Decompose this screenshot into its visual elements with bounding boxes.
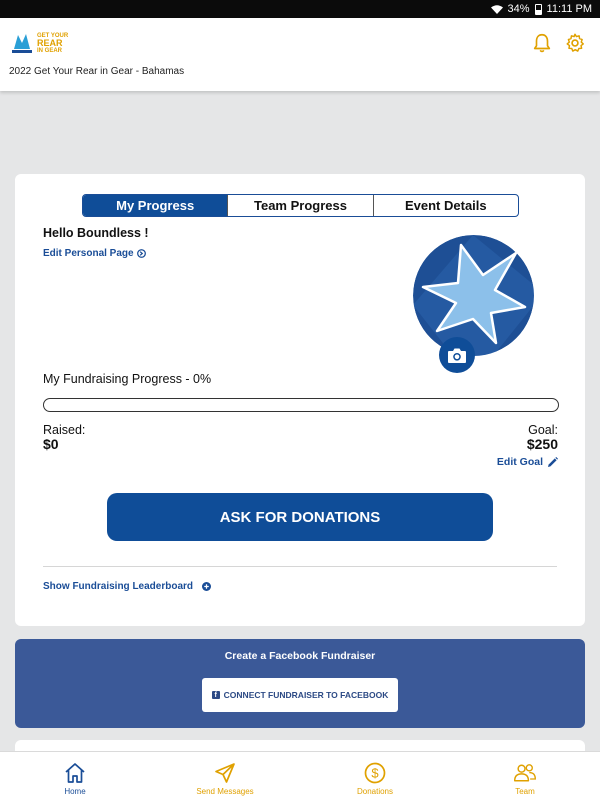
facebook-fundraiser-card <box>15 639 585 728</box>
tab-my-progress[interactable]: My Progress <box>83 195 227 216</box>
facebook-icon: f <box>212 691 220 699</box>
status-bar <box>0 0 600 18</box>
logo-mark-icon <box>10 31 34 55</box>
fundraising-progress-label: My Fundraising Progress - 0% <box>43 372 212 386</box>
bell-icon[interactable] <box>531 32 553 54</box>
tab-event-details[interactable]: Event Details <box>373 195 518 216</box>
profile-avatar <box>413 235 534 356</box>
goal-value: $250 <box>526 436 558 452</box>
battery-icon <box>535 4 542 15</box>
nav-team-label: Team <box>515 787 535 796</box>
send-icon <box>213 761 237 785</box>
nav-home[interactable] <box>0 752 150 800</box>
raised-label: Raised: <box>43 423 86 437</box>
wifi-icon <box>491 5 503 14</box>
nav-send-messages-label: Send Messages <box>196 787 254 796</box>
app-logo <box>10 30 74 56</box>
logo-wordmark: GET YOUR REAR IN GEAR <box>37 32 69 54</box>
progress-card <box>15 174 585 626</box>
nav-send-messages[interactable] <box>150 752 300 800</box>
raised-value: $0 <box>43 436 59 452</box>
show-leaderboard-link[interactable] <box>43 581 211 592</box>
clock: 11:11 PM <box>546 3 592 15</box>
nav-donations-label: Donations <box>356 787 394 796</box>
greeting: Hello Boundless ! <box>43 226 149 240</box>
change-photo-button[interactable] <box>439 337 475 373</box>
edit-goal-link[interactable] <box>497 456 558 468</box>
nav-donations[interactable] <box>300 752 450 800</box>
goal-label: Goal: <box>528 423 558 437</box>
home-icon <box>63 761 87 785</box>
nav-team[interactable] <box>450 752 600 800</box>
progress-tabs <box>82 194 519 217</box>
pencil-icon <box>547 457 558 468</box>
fundraising-progress-bar <box>43 398 559 412</box>
facebook-card-title: Create a Facebook Fundraiser <box>224 650 376 662</box>
edit-personal-page-link[interactable] <box>43 248 146 259</box>
arrow-circle-right-icon <box>137 249 146 258</box>
ask-for-donations-button[interactable]: ASK FOR DONATIONS <box>107 493 493 541</box>
bottom-navigation <box>0 751 600 800</box>
plus-circle-icon <box>202 582 211 591</box>
section-divider <box>43 566 557 567</box>
tab-team-progress[interactable]: Team Progress <box>227 195 372 216</box>
edit-personal-page-label: Edit Personal Page <box>43 248 134 259</box>
connect-facebook-label: CONNECT FUNDRAISER TO FACEBOOK <box>223 690 389 700</box>
battery-percent: 34% <box>507 3 530 15</box>
event-name: 2022 Get Your Rear in Gear - Bahamas <box>9 66 185 77</box>
edit-goal-label: Edit Goal <box>496 456 543 468</box>
app-header <box>0 18 600 91</box>
gear-icon[interactable] <box>564 32 586 54</box>
team-icon <box>513 761 537 785</box>
leaderboard-label: Show Fundraising Leaderboard <box>43 581 194 592</box>
dollar-icon <box>363 761 387 785</box>
connect-facebook-button[interactable] <box>202 678 398 712</box>
svg-text:$: $ <box>371 765 379 781</box>
nav-home-label: Home <box>64 787 86 796</box>
camera-icon <box>447 347 467 364</box>
